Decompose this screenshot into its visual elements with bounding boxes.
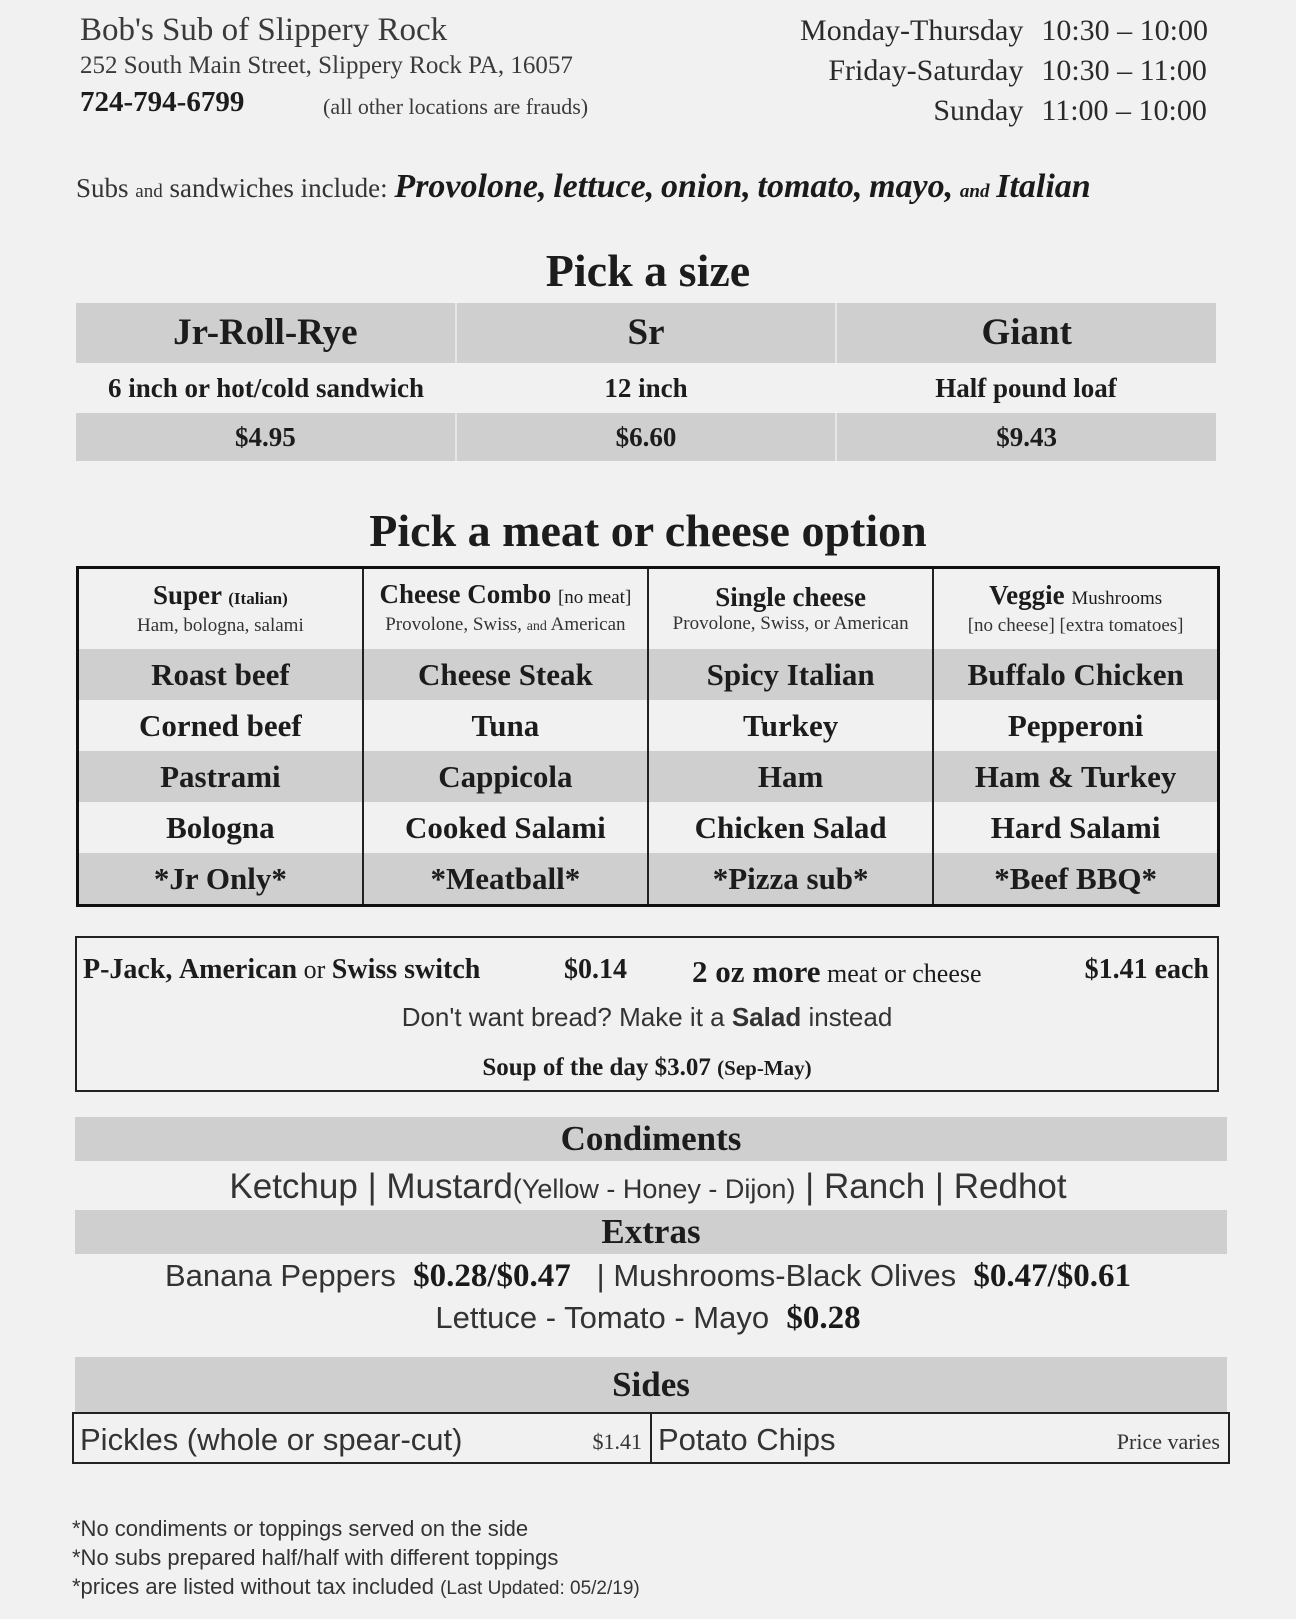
business-phone: 724-794-6799	[80, 86, 245, 118]
extras-line-2: Lettuce - Tomato - Mayo $0.28	[435, 1300, 861, 1336]
meat-item: *Jr Only*	[78, 853, 363, 906]
meat-item: Cooked Salami	[363, 802, 648, 853]
extras-heading: Extras	[75, 1210, 1227, 1254]
hours-block	[800, 14, 1208, 134]
topping: Provolone,	[394, 168, 547, 205]
condiments-heading: Condiments	[75, 1117, 1227, 1161]
size-heading: Pick a size	[545, 245, 751, 296]
side-name: Pickles (whole or spear-cut)	[80, 1422, 463, 1457]
size-price-row	[76, 413, 1216, 461]
meat-grid	[76, 566, 1220, 907]
meat-item: Corned beef	[78, 700, 363, 751]
meat-header-row	[78, 568, 1219, 650]
footnote: *prices are listed without tax included (Last Updated: 05/2/19)	[72, 1574, 640, 1599]
last-updated: (Last Updated: 05/2/19)	[440, 1578, 640, 1599]
meat-item: Spicy Italian	[648, 649, 933, 700]
meat-item: Tuna	[363, 700, 648, 751]
meat-item: *Beef BBQ*	[933, 853, 1218, 906]
hours-time: 10:30 – 11:00	[1041, 54, 1207, 87]
meat-item: Pastrami	[78, 751, 363, 802]
footnote: *No condiments or toppings served on the side	[72, 1516, 529, 1541]
sides-table	[72, 1412, 1230, 1464]
side-item	[74, 1414, 650, 1462]
meat-header-cheese-combo: Cheese Combo [no meat] Provolone, Swiss, and American	[363, 568, 648, 650]
size-name: Jr-Roll-Rye	[173, 312, 358, 353]
topping: tomato,	[757, 168, 863, 205]
hours-day: Sunday	[933, 94, 1024, 127]
meat-row	[78, 700, 1219, 751]
meat-item: Hard Salami	[933, 802, 1218, 853]
meat-heading: Pick a meat or cheese option	[369, 505, 927, 556]
condiments-list: Ketchup | Mustard(Yellow - Honey - Dijon) | Ranch | Redhot	[229, 1167, 1067, 1206]
meat-item: Cheese Steak	[363, 649, 648, 700]
topping: Italian	[996, 168, 1091, 205]
hours-time: 10:30 – 10:00	[1041, 14, 1208, 47]
size-desc: Half pound loaf	[935, 373, 1117, 403]
topping: lettuce,	[553, 168, 655, 205]
cheese-switch-price: $0.14	[564, 954, 627, 985]
footnotes	[72, 1514, 640, 1603]
size-price: $4.95	[234, 422, 296, 452]
size-name: Giant	[835, 303, 1216, 363]
meat-item: Ham	[648, 751, 933, 802]
size-name: Sr	[455, 303, 836, 363]
meat-row	[78, 853, 1219, 906]
meat-header-super: Super (Italian) Ham, bologna, salami	[78, 568, 363, 650]
size-table	[76, 303, 1216, 461]
meat-item: Ham & Turkey	[933, 751, 1218, 802]
phone-note: (all other locations are frauds)	[323, 94, 589, 119]
meat-item: Buffalo Chicken	[933, 649, 1218, 700]
meat-item: *Meatball*	[363, 853, 648, 906]
size-names-row	[76, 303, 1216, 363]
meat-item: Cappicola	[363, 751, 648, 802]
extra-meat-label: 2 oz more meat or cheese	[692, 954, 982, 989]
size-price: $9.43	[835, 413, 1216, 461]
hours-day: Monday-Thursday	[800, 14, 1024, 47]
hours-row	[800, 14, 1208, 54]
side-price: $1.41	[592, 1429, 642, 1454]
cheese-switch-label: P-Jack, American or Swiss switch	[83, 954, 481, 985]
meat-item: *Pizza sub*	[648, 853, 933, 906]
hours-row	[800, 54, 1208, 94]
meat-header-veggie: Veggie Mushrooms [no cheese] [extra tomatoes]	[933, 568, 1218, 650]
soup-of-day: Soup of the day $3.07 (Sep-May)	[482, 1054, 812, 1081]
extra-meat-price: $1.41 each	[1084, 954, 1209, 985]
hours-row	[800, 94, 1208, 134]
hours-time: 11:00 – 10:00	[1041, 94, 1207, 127]
meat-item: Roast beef	[78, 649, 363, 700]
side-item	[650, 1414, 1228, 1462]
sides-heading: Sides	[75, 1357, 1227, 1412]
side-name: Potato Chips	[658, 1422, 836, 1457]
meat-row	[78, 802, 1219, 853]
meat-item: Turkey	[648, 700, 933, 751]
topping: mayo,	[869, 168, 954, 205]
size-desc-row	[76, 363, 1216, 413]
business-name: Bob's Sub of Slippery Rock	[80, 12, 448, 48]
meat-header-single-cheese: Single cheese Provolone, Swiss, or American	[648, 568, 933, 650]
size-desc: 6 inch or hot/cold sandwich	[107, 373, 425, 403]
size-desc: 12 inch	[604, 373, 688, 403]
meat-item: Bologna	[78, 802, 363, 853]
footnote: *No subs prepared half/half with different toppings	[72, 1545, 559, 1570]
hours-day: Friday-Saturday	[828, 54, 1024, 87]
options-box	[75, 936, 1219, 1092]
meat-row	[78, 649, 1219, 700]
includes-line: Subs and sandwiches include: Provolone, lettuce, onion, tomato, mayo, and Italian	[76, 168, 1091, 205]
meat-row	[78, 751, 1219, 802]
business-address: 252 South Main Street, Slippery Rock PA, 16057	[80, 52, 573, 79]
salad-option: Don't want bread? Make it a Salad instead	[401, 1002, 893, 1032]
size-price: $6.60	[455, 413, 836, 461]
extras-line-1: Banana Peppers $0.28/$0.47 | Mushrooms-Black Olives $0.47/$0.61	[164, 1258, 1132, 1294]
side-price: Price varies	[1116, 1429, 1220, 1454]
meat-item: Pepperoni	[933, 700, 1218, 751]
topping: onion,	[661, 168, 751, 205]
meat-item: Chicken Salad	[648, 802, 933, 853]
